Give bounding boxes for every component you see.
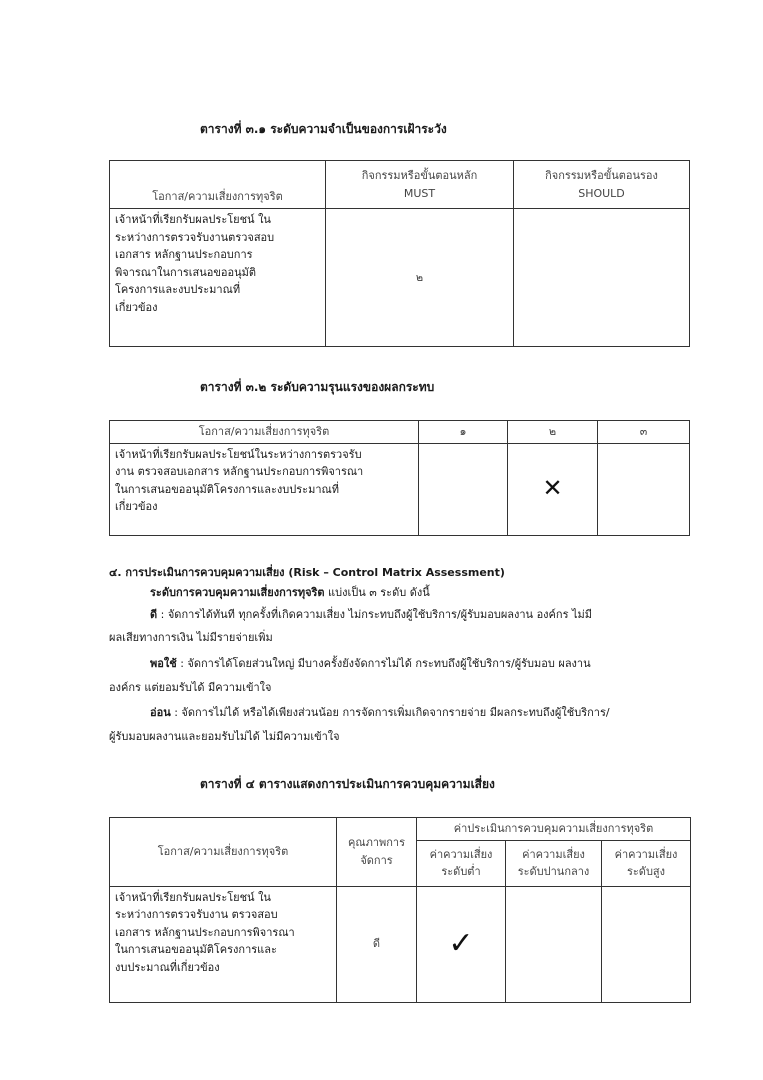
risk-line: เอกสาร หลักฐานประกอบการพิจารณา [115,925,295,939]
must-label-en: MUST [403,186,436,200]
table31-col-should [514,161,690,209]
mid-label-2: ระดับปานกลาง [517,865,590,879]
table31 [109,160,690,347]
good-line-2: ผลเสียทางการเงิน ไม่มีรายจ่ายเพิ่ม [109,631,273,644]
good-label: ดี [150,608,158,621]
risk-line: ในการเสนอขออนุมัติโครงการและ [115,943,277,957]
table4-mid-cell [506,886,602,1002]
table32-col-level-3: ๓ [598,421,690,444]
risk-line: ในการเสนอขออนุมัติโครงการและงบประมาณที่ [115,482,339,496]
table31-col-must [326,161,514,209]
risk-line: เกี่ยวข้อง [115,500,158,514]
table32-col-level-1: ๑ [419,421,508,444]
quality-label-2: จัดการ [360,853,393,867]
table31-must-value: ๒ [326,209,514,347]
table4-col-high [602,840,691,886]
fair-label: พอใช้ [150,657,177,670]
section4-heading: ๔. การประเมินการควบคุมความเสี่ยง (Risk – Control Matrix Assessment) [109,566,505,579]
risk-line: โครงการและงบประมาณที่ [115,283,241,297]
table4-title: ตารางที่ ๔ ตารางแสดงการประเมินการควบคุมความเสี่ยง [200,777,495,791]
high-label-2: ระดับสูง [626,865,666,879]
subheading-rest: แบ่งเป็น ๓ ระดับ ดังนี้ [324,586,430,599]
mid-label-1: ค่าความเสี่ยง [522,847,585,861]
risk-line: เจ้าหน้าที่เรียกรับผลประโยชน์ในระหว่างการตรวจรับ [115,447,362,461]
table4-risk-cell [110,886,337,1002]
should-label: กิจกรรมหรือขั้นตอนรอง [545,168,658,182]
fair-line-1 [150,656,591,673]
cross-mark-icon: ✕ [542,474,563,503]
risk-line: ระหว่างการตรวจรับงาน ตรวจสอบ [115,908,278,922]
table4-low-cell [417,886,506,1002]
risk-line: งาน ตรวจสอบเอกสาร หลักฐานประกอบการพิจารณา [115,465,364,479]
table4-col-group: ค่าประเมินการควบคุมความเสี่ยงการทุจริต [417,818,691,841]
must-label: กิจกรรมหรือขั้นตอนหลัก [361,168,478,182]
table32-col-level-2: ๒ [508,421,598,444]
risk-line: งบประมาณที่เกี่ยวข้อง [115,960,220,974]
risk-line: เจ้าหน้าที่เรียกรับผลประโยชน์ ใน [115,213,271,226]
quality-label-1: คุณภาพการ [348,836,405,850]
table4-quality-value: ดี [337,886,417,1002]
table4-col-low [417,840,506,886]
should-label-en: SHOULD [578,186,625,200]
table32-level-3-cell [598,443,690,535]
fair-text: : จัดการได้โดยส่วนใหญ่ มีบางครั้งยังจัดการไม่ได้ กระทบถึงผู้ใช้บริการ/ผู้รับมอบ ผลงาน [176,657,591,670]
weak-label: อ่อน [150,706,171,719]
table4 [109,817,691,1003]
low-label-1: ค่าความเสี่ยง [429,847,493,861]
good-text: : จัดการได้ทันที ทุกครั้งที่เกิดความเสี่ยง ไม่กระทบถึงผู้ใช้บริการ/ผู้รับมอบผลงาน องค์กร ไม่มี [157,608,593,621]
table4-high-cell [602,886,691,1002]
risk-line: พิจารณาในการเสนอขออนุมัติ [115,265,257,279]
weak-text: : จัดการไม่ได้ หรือได้เพียงส่วนน้อย การจัดการเพิ่มเกิดจากรายจ่าย มีผลกระทบถึงผู้ใช้บริการ/ [170,706,610,719]
risk-line: เจ้าหน้าที่เรียกรับผลประโยชน์ ใน [115,890,271,904]
table32-col-risk: โอกาส/ความเสี่ยงการทุจริต [110,421,419,444]
table32-level-2-cell [508,443,598,535]
table4-col-quality [337,818,417,887]
weak-line-1 [150,705,610,722]
risk-line: ระหว่างการตรวจรับงานตรวจสอบ [115,230,275,244]
good-line-1 [150,607,592,624]
check-mark-icon: ✓ [448,926,474,962]
section4-subheading [150,585,430,602]
table4-col-risk: โอกาส/ความเสี่ยงการทุจริต [110,818,337,887]
risk-line: เกี่ยวข้อง [115,300,158,314]
table4-col-mid [506,840,602,886]
table32-title: ตารางที่ ๓.๒ ระดับความรุนแรงของผลกระทบ [200,380,435,394]
subheading-bold: ระดับการควบคุมความเสี่ยงการทุจริต [150,586,325,599]
weak-line-2: ผู้รับมอบผลงานและยอมรับไม่ได้ ไม่มีความเข้าใจ [109,730,340,743]
table31-should-value [514,209,690,347]
table31-title: ตารางที่ ๓.๑ ระดับความจำเป็นของการเฝ้าระวัง [200,122,447,136]
table32-risk-cell [110,443,419,535]
table31-risk-cell [110,209,326,347]
high-label-1: ค่าความเสี่ยง [614,847,678,861]
table32-level-1-cell [419,443,508,535]
risk-line: เอกสาร หลักฐานประกอบการ [115,248,253,262]
fair-line-2: องค์กร แต่ยอมรับได้ มีความเข้าใจ [109,681,272,694]
table32 [109,420,690,536]
low-label-2: ระดับต่ำ [441,865,481,879]
table31-col-risk: โอกาส/ความเสี่ยงการทุจริต [110,161,326,209]
